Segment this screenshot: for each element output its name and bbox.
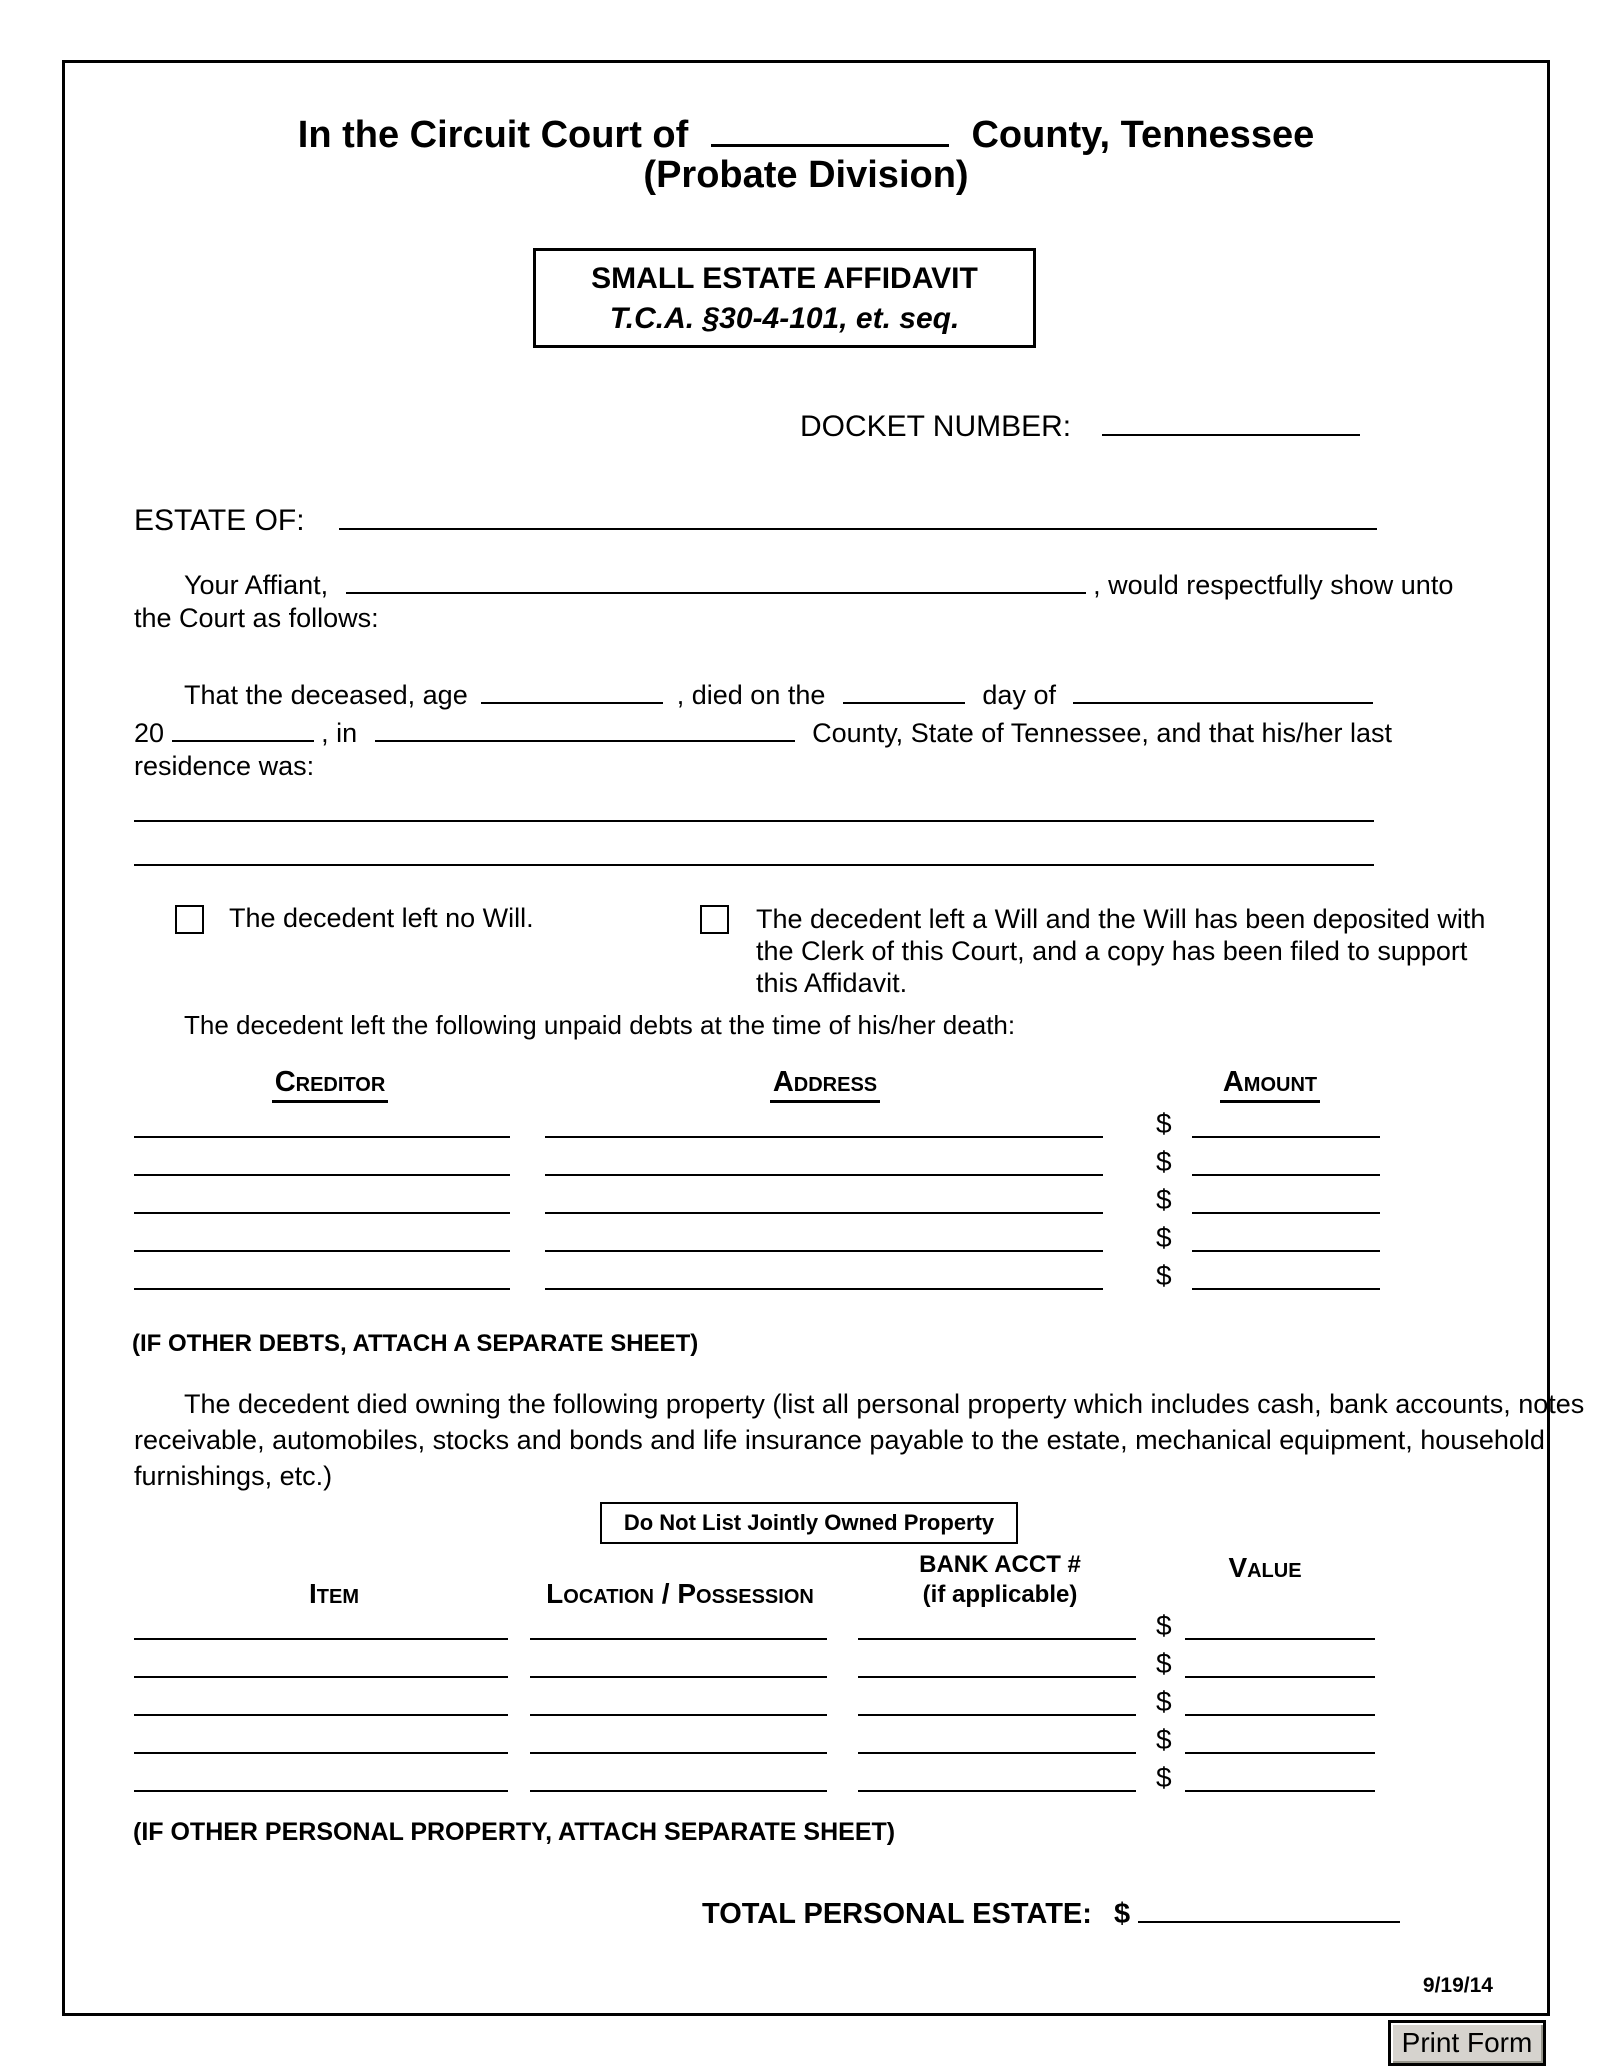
property-item-input[interactable] — [134, 1756, 508, 1792]
creditor-column-header: Creditor — [134, 1066, 526, 1103]
bank-acct-header-line2: (if applicable) — [922, 1581, 1078, 1608]
docket-number-label: DOCKET NUMBER: — [800, 410, 1072, 443]
death-year-input[interactable] — [172, 713, 314, 742]
total-personal-estate-row — [702, 1892, 1400, 1931]
left-will-checkbox[interactable] — [700, 905, 729, 934]
court-title-suffix: County, Tennessee — [971, 114, 1315, 156]
deceased-line1 — [134, 675, 1373, 711]
debt-row — [134, 1104, 1384, 1138]
affidavit-title: SMALL ESTATE AFFIDAVIT — [591, 262, 978, 295]
property-bank-acct-input[interactable] — [858, 1756, 1136, 1792]
debt-row — [134, 1180, 1384, 1214]
property-intro-line3: furnishings, etc.) — [134, 1461, 333, 1491]
debt-row — [134, 1142, 1384, 1176]
property-row — [134, 1758, 1384, 1792]
debt-creditor-input[interactable] — [134, 1254, 510, 1290]
print-form-button[interactable]: Print Form — [1388, 2020, 1546, 2066]
debt-creditor-input[interactable] — [134, 1140, 510, 1176]
debt-creditor-input[interactable] — [134, 1102, 510, 1138]
property-intro — [134, 1386, 1584, 1494]
other-property-note: (IF OTHER PERSONAL PROPERTY, ATTACH SEPARATE SHEET) — [133, 1818, 896, 1846]
affiant-line1 — [134, 565, 1453, 601]
estate-of-label: ESTATE OF: — [134, 504, 305, 537]
property-intro-line1: The decedent died owning the following property (list all personal property which includes cash, bank accounts, notes — [184, 1389, 1585, 1419]
statute-reference: T.C.A. §30-4-101, et. seq. — [609, 302, 960, 335]
property-location-input[interactable] — [530, 1718, 827, 1754]
court-title-line1 — [62, 106, 1550, 157]
property-item-input[interactable] — [134, 1642, 508, 1678]
property-row — [134, 1644, 1384, 1678]
debt-row — [134, 1256, 1384, 1290]
county-name-blank[interactable] — [711, 106, 949, 147]
left-will-label-line3: this Affidavit. — [756, 968, 908, 998]
dollar-sign: $ — [1156, 1146, 1172, 1177]
estate-of-input[interactable] — [339, 498, 1377, 530]
other-debts-note: (IF OTHER DEBTS, ATTACH A SEPARATE SHEET) — [132, 1330, 699, 1357]
affiant-line2: the Court as follows: — [134, 603, 379, 633]
debt-address-input[interactable] — [545, 1216, 1103, 1252]
item-column-header: Item — [309, 1578, 359, 1609]
debts-intro: The decedent left the following unpaid debts at the time of his/her death: — [184, 1010, 1016, 1040]
property-item-input[interactable] — [134, 1680, 508, 1716]
property-bank-acct-input[interactable] — [858, 1604, 1136, 1640]
dollar-sign: $ — [1156, 1610, 1172, 1641]
dollar-sign: $ — [1156, 1762, 1172, 1793]
debt-amount-input[interactable] — [1192, 1216, 1380, 1252]
no-will-label: The decedent left no Will. — [229, 903, 534, 933]
court-title-line2: (Probate Division) — [643, 154, 969, 196]
death-county-input[interactable] — [375, 713, 795, 742]
property-row — [134, 1682, 1384, 1716]
property-value-input[interactable] — [1185, 1642, 1375, 1678]
total-dollar-sign: $ — [1113, 1898, 1131, 1930]
in-text: , in — [321, 718, 358, 748]
year-prefix-text: 20 — [134, 718, 165, 748]
property-location-input[interactable] — [530, 1756, 827, 1792]
day-of-text: day of — [982, 680, 1056, 710]
revision-date: 9/19/14 — [1422, 1974, 1493, 1997]
dollar-sign: $ — [1156, 1108, 1172, 1139]
dollar-sign: $ — [1156, 1260, 1172, 1291]
property-item-input[interactable] — [134, 1604, 508, 1640]
property-bank-acct-input[interactable] — [858, 1680, 1136, 1716]
debt-address-input[interactable] — [545, 1102, 1103, 1138]
location-column-header: Location / Possession — [546, 1578, 814, 1609]
property-row — [134, 1720, 1384, 1754]
property-value-input[interactable] — [1185, 1604, 1375, 1640]
debt-address-input[interactable] — [545, 1140, 1103, 1176]
property-value-input[interactable] — [1185, 1680, 1375, 1716]
debt-creditor-input[interactable] — [134, 1216, 510, 1252]
age-input[interactable] — [481, 675, 663, 704]
debt-amount-input[interactable] — [1192, 1140, 1380, 1176]
left-will-label-line1: The decedent left a Will and the Will has been deposited with — [756, 904, 1486, 934]
property-row — [134, 1606, 1384, 1640]
deceased-line3: residence was: — [134, 751, 315, 781]
bank-acct-column-header — [860, 1550, 1140, 1610]
amount-column-header: Amount — [1160, 1066, 1380, 1103]
value-column-header: Value — [1228, 1552, 1302, 1583]
dollar-sign: $ — [1156, 1686, 1172, 1717]
left-will-label-line2: the Clerk of this Court, and a copy has been filed to support — [756, 936, 1468, 966]
debt-amount-input[interactable] — [1192, 1178, 1380, 1214]
debt-address-input[interactable] — [545, 1178, 1103, 1214]
affiant-name-input[interactable] — [346, 565, 1086, 594]
property-value-input[interactable] — [1185, 1718, 1375, 1754]
docket-number-row — [800, 404, 1360, 444]
debt-creditor-input[interactable] — [134, 1178, 510, 1214]
bank-acct-header-line1: BANK ACCT # — [919, 1551, 1081, 1578]
residence-line-1[interactable] — [134, 788, 1374, 822]
death-day-input[interactable] — [843, 675, 965, 704]
no-will-checkbox[interactable] — [175, 905, 204, 934]
property-bank-acct-input[interactable] — [858, 1718, 1136, 1754]
property-bank-acct-input[interactable] — [858, 1642, 1136, 1678]
deceased-age-text: That the deceased, age — [184, 680, 468, 710]
property-location-input[interactable] — [530, 1642, 827, 1678]
estate-of-row — [134, 498, 1377, 538]
affidavit-title-box — [533, 248, 1036, 348]
debt-amount-input[interactable] — [1192, 1102, 1380, 1138]
property-item-input[interactable] — [134, 1718, 508, 1754]
debt-row — [134, 1218, 1384, 1252]
total-personal-estate-label: TOTAL PERSONAL ESTATE: — [702, 1898, 1092, 1930]
dollar-sign: $ — [1156, 1184, 1172, 1215]
deceased-line2 — [134, 713, 1392, 749]
docket-number-input[interactable] — [1102, 404, 1360, 436]
court-title-prefix: In the Circuit Court of — [297, 114, 689, 156]
died-on-text: , died on the — [676, 680, 826, 710]
left-will-label — [756, 903, 1496, 999]
property-location-input[interactable] — [530, 1604, 827, 1640]
total-personal-estate-input[interactable] — [1138, 1892, 1400, 1923]
jointly-owned-notice: Do Not List Jointly Owned Property — [600, 1502, 1018, 1544]
address-column-header: Address — [545, 1066, 1105, 1103]
affiant-text-after: , would respectfully show unto — [1093, 570, 1454, 600]
debt-amount-input[interactable] — [1192, 1254, 1380, 1290]
death-month-input[interactable] — [1073, 675, 1373, 704]
residence-line-2[interactable] — [134, 832, 1374, 866]
debt-address-input[interactable] — [545, 1254, 1103, 1290]
dollar-sign: $ — [1156, 1724, 1172, 1755]
affiant-text-before: Your Affiant, — [184, 570, 329, 600]
dollar-sign: $ — [1156, 1222, 1172, 1253]
property-value-input[interactable] — [1185, 1756, 1375, 1792]
property-location-input[interactable] — [530, 1680, 827, 1716]
county-state-text: County, State of Tennessee, and that his/her last — [812, 718, 1393, 748]
dollar-sign: $ — [1156, 1648, 1172, 1679]
property-intro-line2: receivable, automobiles, stocks and bonds and life insurance payable to the estate, mechanical equipment, household — [134, 1425, 1545, 1455]
